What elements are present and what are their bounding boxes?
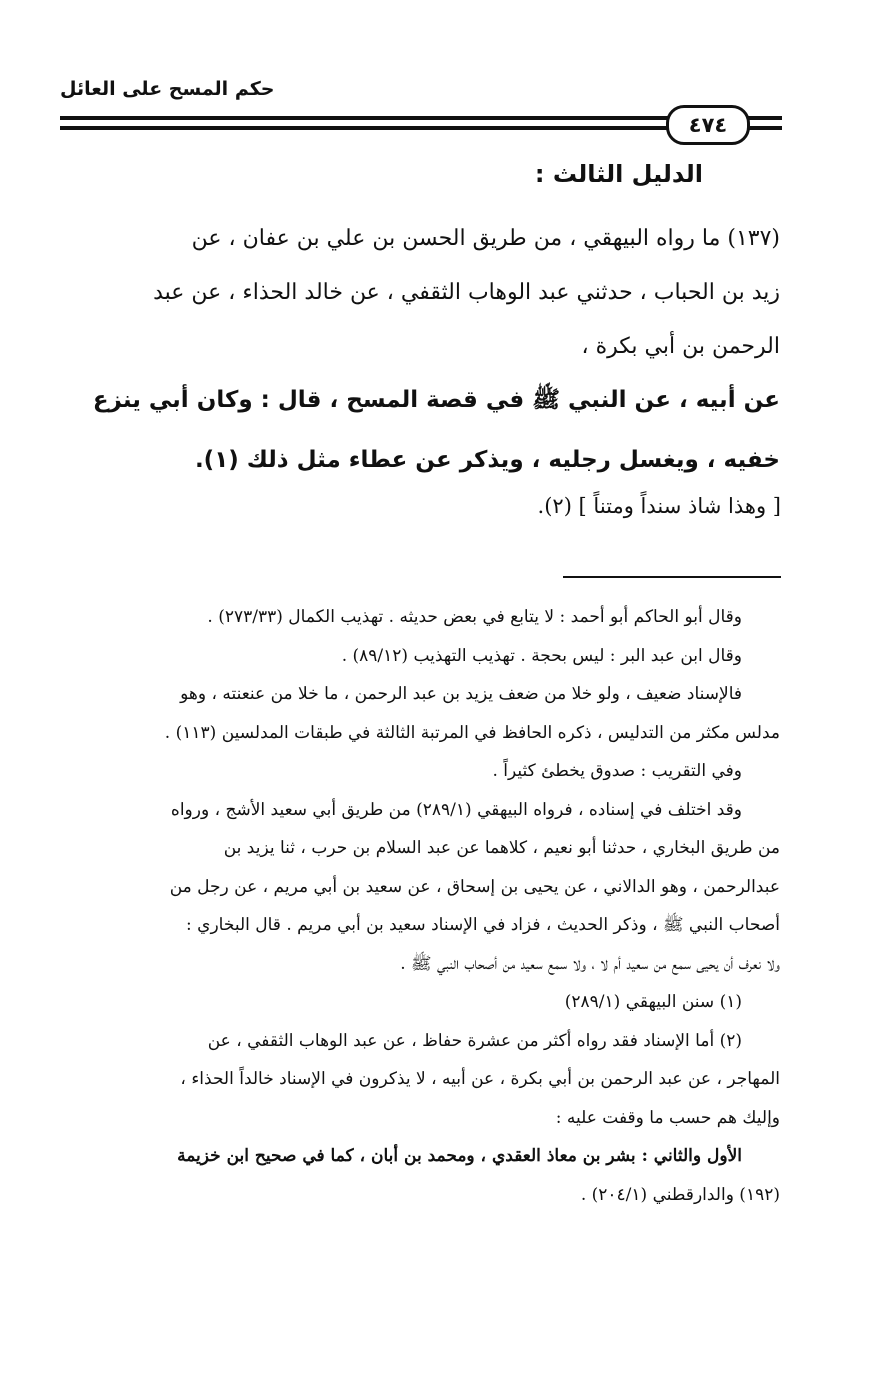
running-title: حكم المسح على العائل (60, 78, 275, 100)
footnote-line: ولا نعرف أن يحيى سمع من سعيد أم لا ، ولا سمع سعيد من أصحاب النبي ﷺ . (400, 953, 780, 974)
footnote-line: أصحاب النبي ﷺ ، وذكر الحديث ، فزاد في الإسناد سعيد بن أبي مريم . قال البخاري : (186, 915, 780, 935)
isnad-paragraph (58, 212, 780, 374)
footnote-line: وإليك هم حسب ما وقفت عليه : (555, 1107, 780, 1128)
isnad-line: (١٣٧) ما رواه البيهقي ، من طريق الحسن بن علي بن عفان ، عن (191, 226, 780, 251)
footnote-line: من طريق البخاري ، حدثنا أبو نعيم ، كلاهما عن عبد السلام بن حرب ، ثنا يزيد بن (223, 838, 780, 858)
footnotes-block (58, 598, 780, 1214)
hadith-line: خفيه ، ويغسل رجليه ، ويذكر عن عطاء مثل ذلك (١). (194, 447, 780, 473)
section-heading: الدليل الثالث : (534, 160, 703, 188)
footnote-line: مدلس مكثر من التدليس ، ذكره الحافظ في المرتبة الثالثة في طبقات المدلسين (١١٣) . (164, 722, 780, 743)
isnad-line: الرحمن بن أبي بكرة ، (581, 334, 780, 359)
footnote-line: (١٩٢) والدارقطني (٢٠٤/١) . (580, 1184, 780, 1205)
footnote-line: عبدالرحمن ، وهو الدالاني ، عن يحيى بن إسحاق ، عن سعيد بن أبي مريم ، عن رجل من (169, 876, 780, 897)
isnad-line: زيد بن الحباب ، حدثني عبد الوهاب الثقفي ، عن خالد الحذاء ، عن عبد (153, 280, 780, 305)
footnote-line: (١) سنن البيهقي (٢٨٩/١) (564, 992, 742, 1012)
footnote-line: وقد اختلف في إسناده ، فرواه البيهقي (٢٨٩/١) من طريق أبي سعيد الأشج ، ورواه (170, 799, 742, 820)
footnote-line: المهاجر ، عن عبد الرحمن بن أبي بكرة ، عن أبيه ، لا يذكرون في الإسناد خالداً الحذاء ، (180, 1069, 780, 1089)
footnote-line: وفي التقريب : صدوق يخطئ كثيراً . (492, 761, 742, 781)
footnote-line: الأول والثاني : بشر بن معاذ العقدي ، ومحمد بن أبان ، كما في صحيح ابن خزيمة (177, 1146, 742, 1166)
footnote-line: وقال أبو الحاكم أبو أحمد : لا يتابع في بعض حديثه . تهذيب الكمال (٢٧٣/٣٣) . (207, 607, 742, 627)
footnote-separator (563, 576, 781, 578)
grading-note: [ وهذا شاذ سنداً ومتناً ] (٢). (537, 494, 781, 518)
hadith-line: عن أبيه ، عن النبي ﷺ في قصة المسح ، قال : وكان أبي ينزع (92, 387, 780, 413)
footnote-line: (٢) أما الإسناد فقد رواه أكثر من عشرة حفاظ ، عن عبد الوهاب الثقفي ، عن (207, 1030, 742, 1051)
footnote-line: وقال ابن عبد البر : ليس بحجة . تهذيب التهذيب (٨٩/١٢) . (341, 645, 742, 666)
footnote-line: فالإسناد ضعيف ، ولو خلا من ضعف يزيد بن عبد الرحمن ، ما خلا من عنعنته ، وهو (180, 684, 742, 704)
page-number: ٤٧٤ (666, 105, 750, 145)
hadith-text (58, 370, 780, 490)
